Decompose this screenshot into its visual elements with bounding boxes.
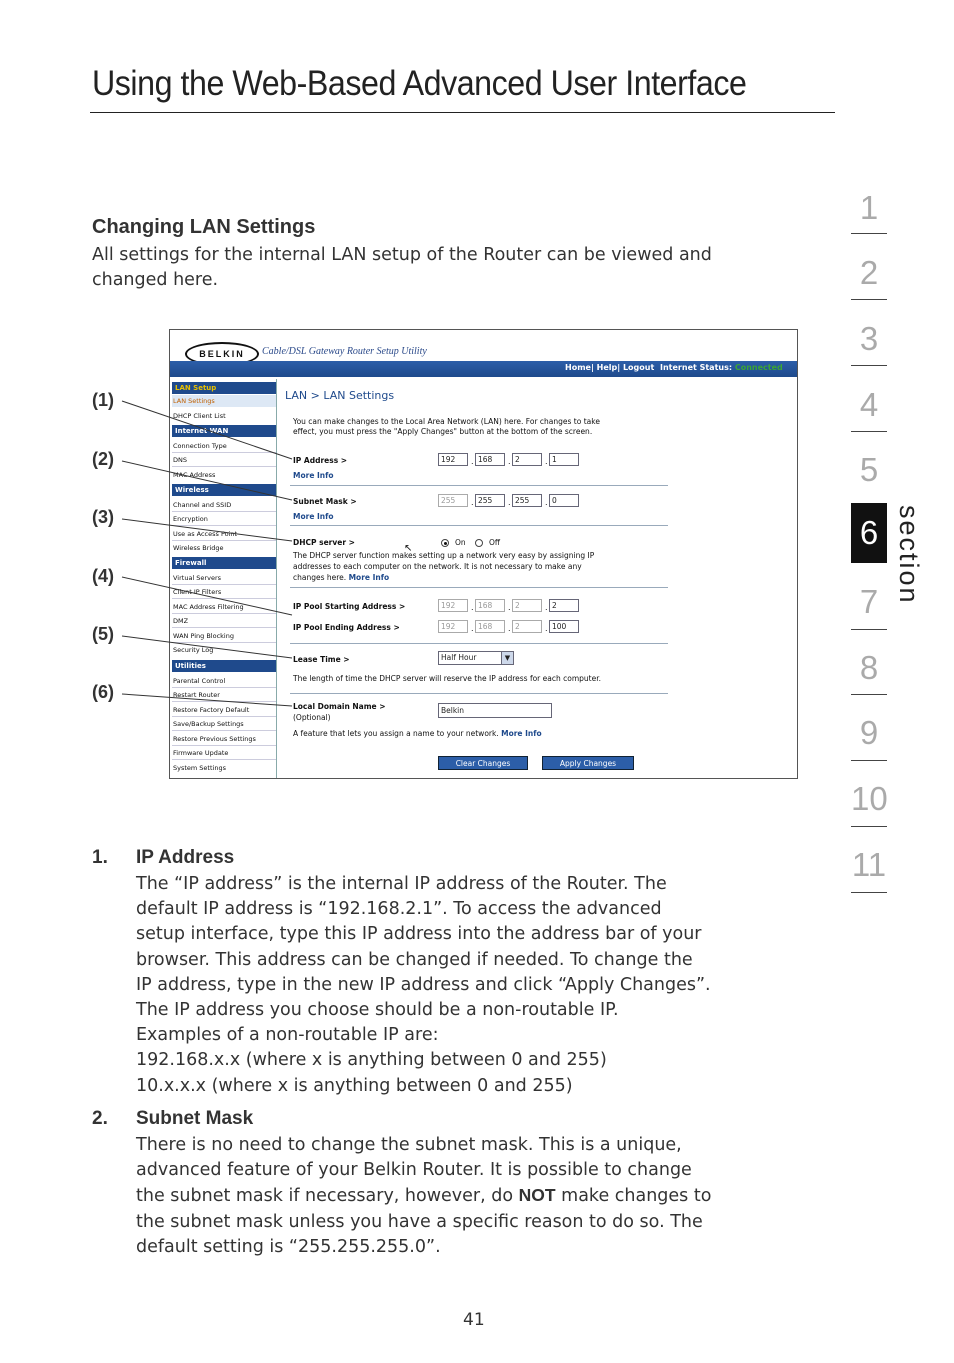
sidebar-item-channel-ssid[interactable]: Channel and SSID (173, 501, 232, 509)
pool-start-octet-1: 192 (438, 599, 468, 612)
section-5[interactable]: 5 (859, 451, 879, 488)
sidebar-item-parental-control[interactable]: Parental Control (173, 677, 226, 685)
item-1-title: IP Address (136, 847, 235, 868)
pool-end-label: IP Pool Ending Address > (293, 623, 400, 632)
pool-start-octet-3: 2 (512, 599, 542, 612)
sidebar-item-virtual-servers[interactable]: Virtual Servers (173, 574, 222, 582)
internet-status-label: Internet Status: (660, 363, 733, 372)
sidebar-item-restore-factory[interactable]: Restore Factory Default (173, 706, 250, 714)
apply-changes-button[interactable]: Apply Changes (542, 756, 634, 770)
sidebar (170, 379, 277, 779)
subnet-mask-label: Subnet Mask > (293, 497, 357, 506)
section-8[interactable]: 8 (859, 649, 879, 686)
section-divider (851, 629, 887, 630)
sidebar-item-lan-settings[interactable]: LAN Settings (172, 395, 276, 407)
subnet-octet-1: 255 (438, 494, 468, 507)
chevron-down-icon: ▼ (501, 652, 513, 664)
domain-label: Local Domain Name > (293, 702, 386, 711)
section-6[interactable]: 6 (859, 514, 879, 551)
callout-2: (2) (92, 449, 114, 469)
item-1-line: 10.x.x.x (where x is anything between 0 and 255) (136, 1075, 573, 1096)
dhcp-more-info-link[interactable]: More Info (348, 573, 390, 582)
item-2-line: There is no need to change the subnet mask. This is a unique, (136, 1135, 682, 1155)
dhcp-desc-2: addresses to each computer on the network. It is not necessary to make any (293, 562, 582, 571)
pool-start-label: IP Pool Starting Address > (293, 602, 406, 611)
section-2[interactable]: 2 (859, 254, 879, 291)
sidebar-item-mac-filtering[interactable]: MAC Address Filtering (173, 603, 244, 611)
item-1-number: 1. (92, 847, 108, 868)
sidebar-head-lan-setup[interactable]: LAN Setup (172, 382, 276, 394)
sidebar-item-security-log[interactable]: Security Log (173, 646, 214, 654)
subnet-octet-3[interactable]: 255 (512, 494, 542, 507)
ip-more-info-link[interactable]: More Info (293, 471, 334, 480)
item-2-line: the subnet mask unless you have a specific reason to do so. The (136, 1211, 703, 1232)
item-1-line: browser. This address can be changed if needed. To change the (136, 949, 693, 970)
page-number: 41 (463, 1310, 485, 1330)
section-7[interactable]: 7 (859, 583, 879, 620)
sidebar-head-firewall[interactable]: Firewall (172, 557, 276, 569)
pool-start-octet-2: 168 (475, 599, 505, 612)
ip-octet-2[interactable]: 168 (475, 453, 505, 466)
subnet-octet-2[interactable]: 255 (475, 494, 505, 507)
section-divider (851, 233, 887, 234)
item-1-line: Examples of a non-routable IP are: (136, 1025, 439, 1046)
section-divider (851, 760, 887, 761)
sidebar-item-mac-address[interactable]: MAC Address (173, 471, 216, 479)
item-1-line: default IP address is “192.168.2.1”. To access the advanced (136, 899, 662, 920)
callout-3: (3) (92, 507, 114, 527)
mouse-cursor-icon: ↖ (404, 543, 413, 554)
ip-address-label: IP Address > (293, 456, 348, 465)
router-screenshot: BELKIN Cable/DSL Gateway Router Setup Utility Home| Help| Logout Internet Status: Connected LAN Setup LAN Settings DHCP Client List Internet WAN Connection Type DNS MAC Address Wireless Channel and SSID Encryption Use as Access Point Wireless Bridge Firewall Virtual Servers Client IP Filters MAC Address Filtering DMZ WAN Ping Blocking Security Log Utilities Parental Control Restart Router Restore Factory Default Save/Backup Settings Restore Previous Settings Firmware Update System Settings LAN > LAN Settings You can make changes to the Local Area Network (LAN) here. For changes to take effect, you must press the "Apply Changes" button at the bottom of the screen. IP Address > More Info 192 . 168 . 2 . 1 Subnet Mask > More Info 255 . 255 . 255 . 0 DHCP server > On Off The DHCP server function makes setting up a network very easy by assigning IP addresses to each computer on the network. It is not necessary to make any changes here. More Info ↖ IP Pool Starting Address > 192 . 168 . 2 . 2 IP Pool Ending Address > 192 . 168 . 2 . 100 Lease Time > Half Hour ▼ The length of time the DHCP server will reserve the IP address for each computer. Local Domain Name > (Optional) Belkin A feature that lets you assign a name to your network. More Info Clear Changes Apply Changes (169, 329, 798, 779)
section-1[interactable]: 1 (859, 189, 879, 226)
sidebar-item-encryption[interactable]: Encryption (173, 515, 208, 523)
top-links[interactable]: Home| Help| Logout (565, 363, 655, 372)
sidebar-item-dns[interactable]: DNS (173, 456, 187, 464)
item-2-line: advanced feature of your Belkin Router. It is possible to change (136, 1160, 692, 1181)
sidebar-head-internet-wan[interactable]: Internet WAN (172, 425, 276, 437)
item-2-line3-post: make changes to (555, 1186, 712, 1207)
sidebar-item-firmware-update[interactable]: Firmware Update (173, 749, 229, 757)
intro-text: All settings for the internal LAN setup of the Router can be viewed and changed here. (92, 245, 712, 290)
item-1-line: IP address, type in the new IP address and click “Apply Changes”. (136, 974, 711, 995)
item-1-body (136, 872, 816, 1099)
domain-desc (293, 729, 542, 739)
dhcp-on-radio[interactable] (441, 539, 449, 547)
section-divider (851, 299, 887, 300)
item-2-not-emphasis: NOT (518, 1185, 556, 1206)
section-label: section (894, 505, 924, 605)
section-divider (851, 826, 887, 827)
dhcp-off-label: Off (489, 538, 501, 547)
clear-changes-button[interactable]: Clear Changes (438, 756, 528, 770)
ip-octet-3[interactable]: 2 (512, 453, 542, 466)
lease-desc: The length of time the DHCP server will reserve the IP address for each computer. (293, 674, 601, 683)
dhcp-desc-1: The DHCP server function makes setting up a network very easy by assigning IP (293, 551, 595, 560)
sidebar-item-restart-router[interactable]: Restart Router (173, 691, 220, 699)
item-2-line3-pre: the subnet mask if necessary, however, do (136, 1186, 519, 1207)
section-divider (851, 694, 887, 695)
item-1-line: setup interface, type this IP address into the address bar of your (136, 924, 702, 945)
callout-5: (5) (92, 624, 114, 644)
item-1-line: The “IP address” is the internal IP address of the Router. The (136, 874, 667, 894)
section-3[interactable]: 3 (859, 320, 879, 357)
domain-optional: (Optional) (293, 713, 331, 722)
sidebar-item-dhcp-client-list[interactable]: DHCP Client List (173, 412, 226, 420)
section-9[interactable]: 9 (859, 714, 879, 751)
sidebar-item-dmz[interactable]: DMZ (173, 617, 189, 625)
top-nav-bar (170, 361, 797, 377)
pool-end-octet-3: 2 (512, 620, 542, 633)
title-rule (90, 112, 835, 113)
pool-end-octet-2: 168 (475, 620, 505, 633)
page-title: Using the Web-Based Advanced User Interface (92, 64, 747, 103)
callout-6: (6) (92, 682, 114, 702)
lease-time-select[interactable] (438, 651, 514, 665)
callout-4: (4) (92, 566, 114, 586)
subnet-more-info-link[interactable]: More Info (293, 512, 334, 521)
sidebar-item-wireless-bridge[interactable]: Wireless Bridge (173, 544, 224, 552)
belkin-logo: BELKIN (185, 342, 259, 366)
sidebar-item-restore-previous[interactable]: Restore Previous Settings (173, 735, 256, 743)
domain-name-input[interactable]: Belkin (438, 703, 552, 718)
pool-end-octet-1: 192 (438, 620, 468, 633)
item-2-line (136, 1183, 816, 1209)
lease-time-value: Half Hour (441, 653, 477, 662)
dhcp-desc-3 (293, 573, 389, 583)
sidebar-item-connection-type[interactable]: Connection Type (173, 442, 227, 450)
internet-status (660, 363, 783, 372)
main-desc-2: effect, you must press the "Apply Changes" button at the bottom of the screen. (293, 427, 593, 436)
dhcp-on-label: On (455, 538, 466, 547)
main-heading: LAN > LAN Settings (285, 389, 395, 402)
item-1-line: The IP address you choose should be a non-routable IP. (136, 1000, 619, 1021)
section-divider (851, 431, 887, 432)
item-2-title: Subnet Mask (136, 1108, 254, 1129)
sidebar-item-save-backup[interactable]: Save/Backup Settings (173, 720, 244, 728)
sidebar-item-wan-ping[interactable]: WAN Ping Blocking (173, 632, 234, 640)
main-desc-1: You can make changes to the Local Area Network (LAN) here. For changes to take (293, 417, 600, 426)
item-2-line: default setting is “255.255.255.0”. (136, 1236, 441, 1257)
ip-octet-4[interactable]: 1 (549, 453, 579, 466)
utility-title: Cable/DSL Gateway Router Setup Utility (262, 346, 427, 357)
section-10[interactable]: 10 (851, 780, 888, 817)
internet-status-value: Connected (734, 363, 783, 372)
section-4[interactable]: 4 (859, 386, 879, 423)
dhcp-desc-3-text: changes here. (293, 573, 347, 582)
dhcp-label: DHCP server > (293, 538, 355, 547)
section-11[interactable]: 11 (851, 846, 887, 883)
domain-desc-text: A feature that lets you assign a name to your network. (293, 729, 499, 738)
subnet-octet-4[interactable]: 0 (549, 494, 579, 507)
item-2-number: 2. (92, 1108, 108, 1129)
dhcp-off-radio[interactable] (475, 539, 483, 547)
sidebar-item-system-settings[interactable]: System Settings (173, 764, 226, 772)
domain-more-info-link[interactable]: More Info (501, 729, 542, 738)
sidebar-head-wireless[interactable]: Wireless (172, 484, 276, 496)
sidebar-item-client-ip-filters[interactable]: Client IP Filters (173, 588, 222, 596)
item-2-body (136, 1133, 816, 1260)
sidebar-item-use-as-ap[interactable]: Use as Access Point (173, 530, 238, 538)
section-divider (851, 365, 887, 366)
pool-start-octet-4[interactable]: 2 (549, 599, 579, 612)
intro-heading: Changing LAN Settings (92, 216, 316, 238)
section-divider (851, 892, 887, 893)
ip-octet-1[interactable]: 192 (438, 453, 468, 466)
pool-end-octet-4[interactable]: 100 (549, 620, 579, 633)
item-1-line: 192.168.x.x (where x is anything between 0 and 255) (136, 1050, 607, 1071)
callout-1: (1) (92, 390, 114, 410)
sidebar-head-utilities[interactable]: Utilities (172, 660, 276, 672)
lease-time-label: Lease Time > (293, 655, 350, 664)
